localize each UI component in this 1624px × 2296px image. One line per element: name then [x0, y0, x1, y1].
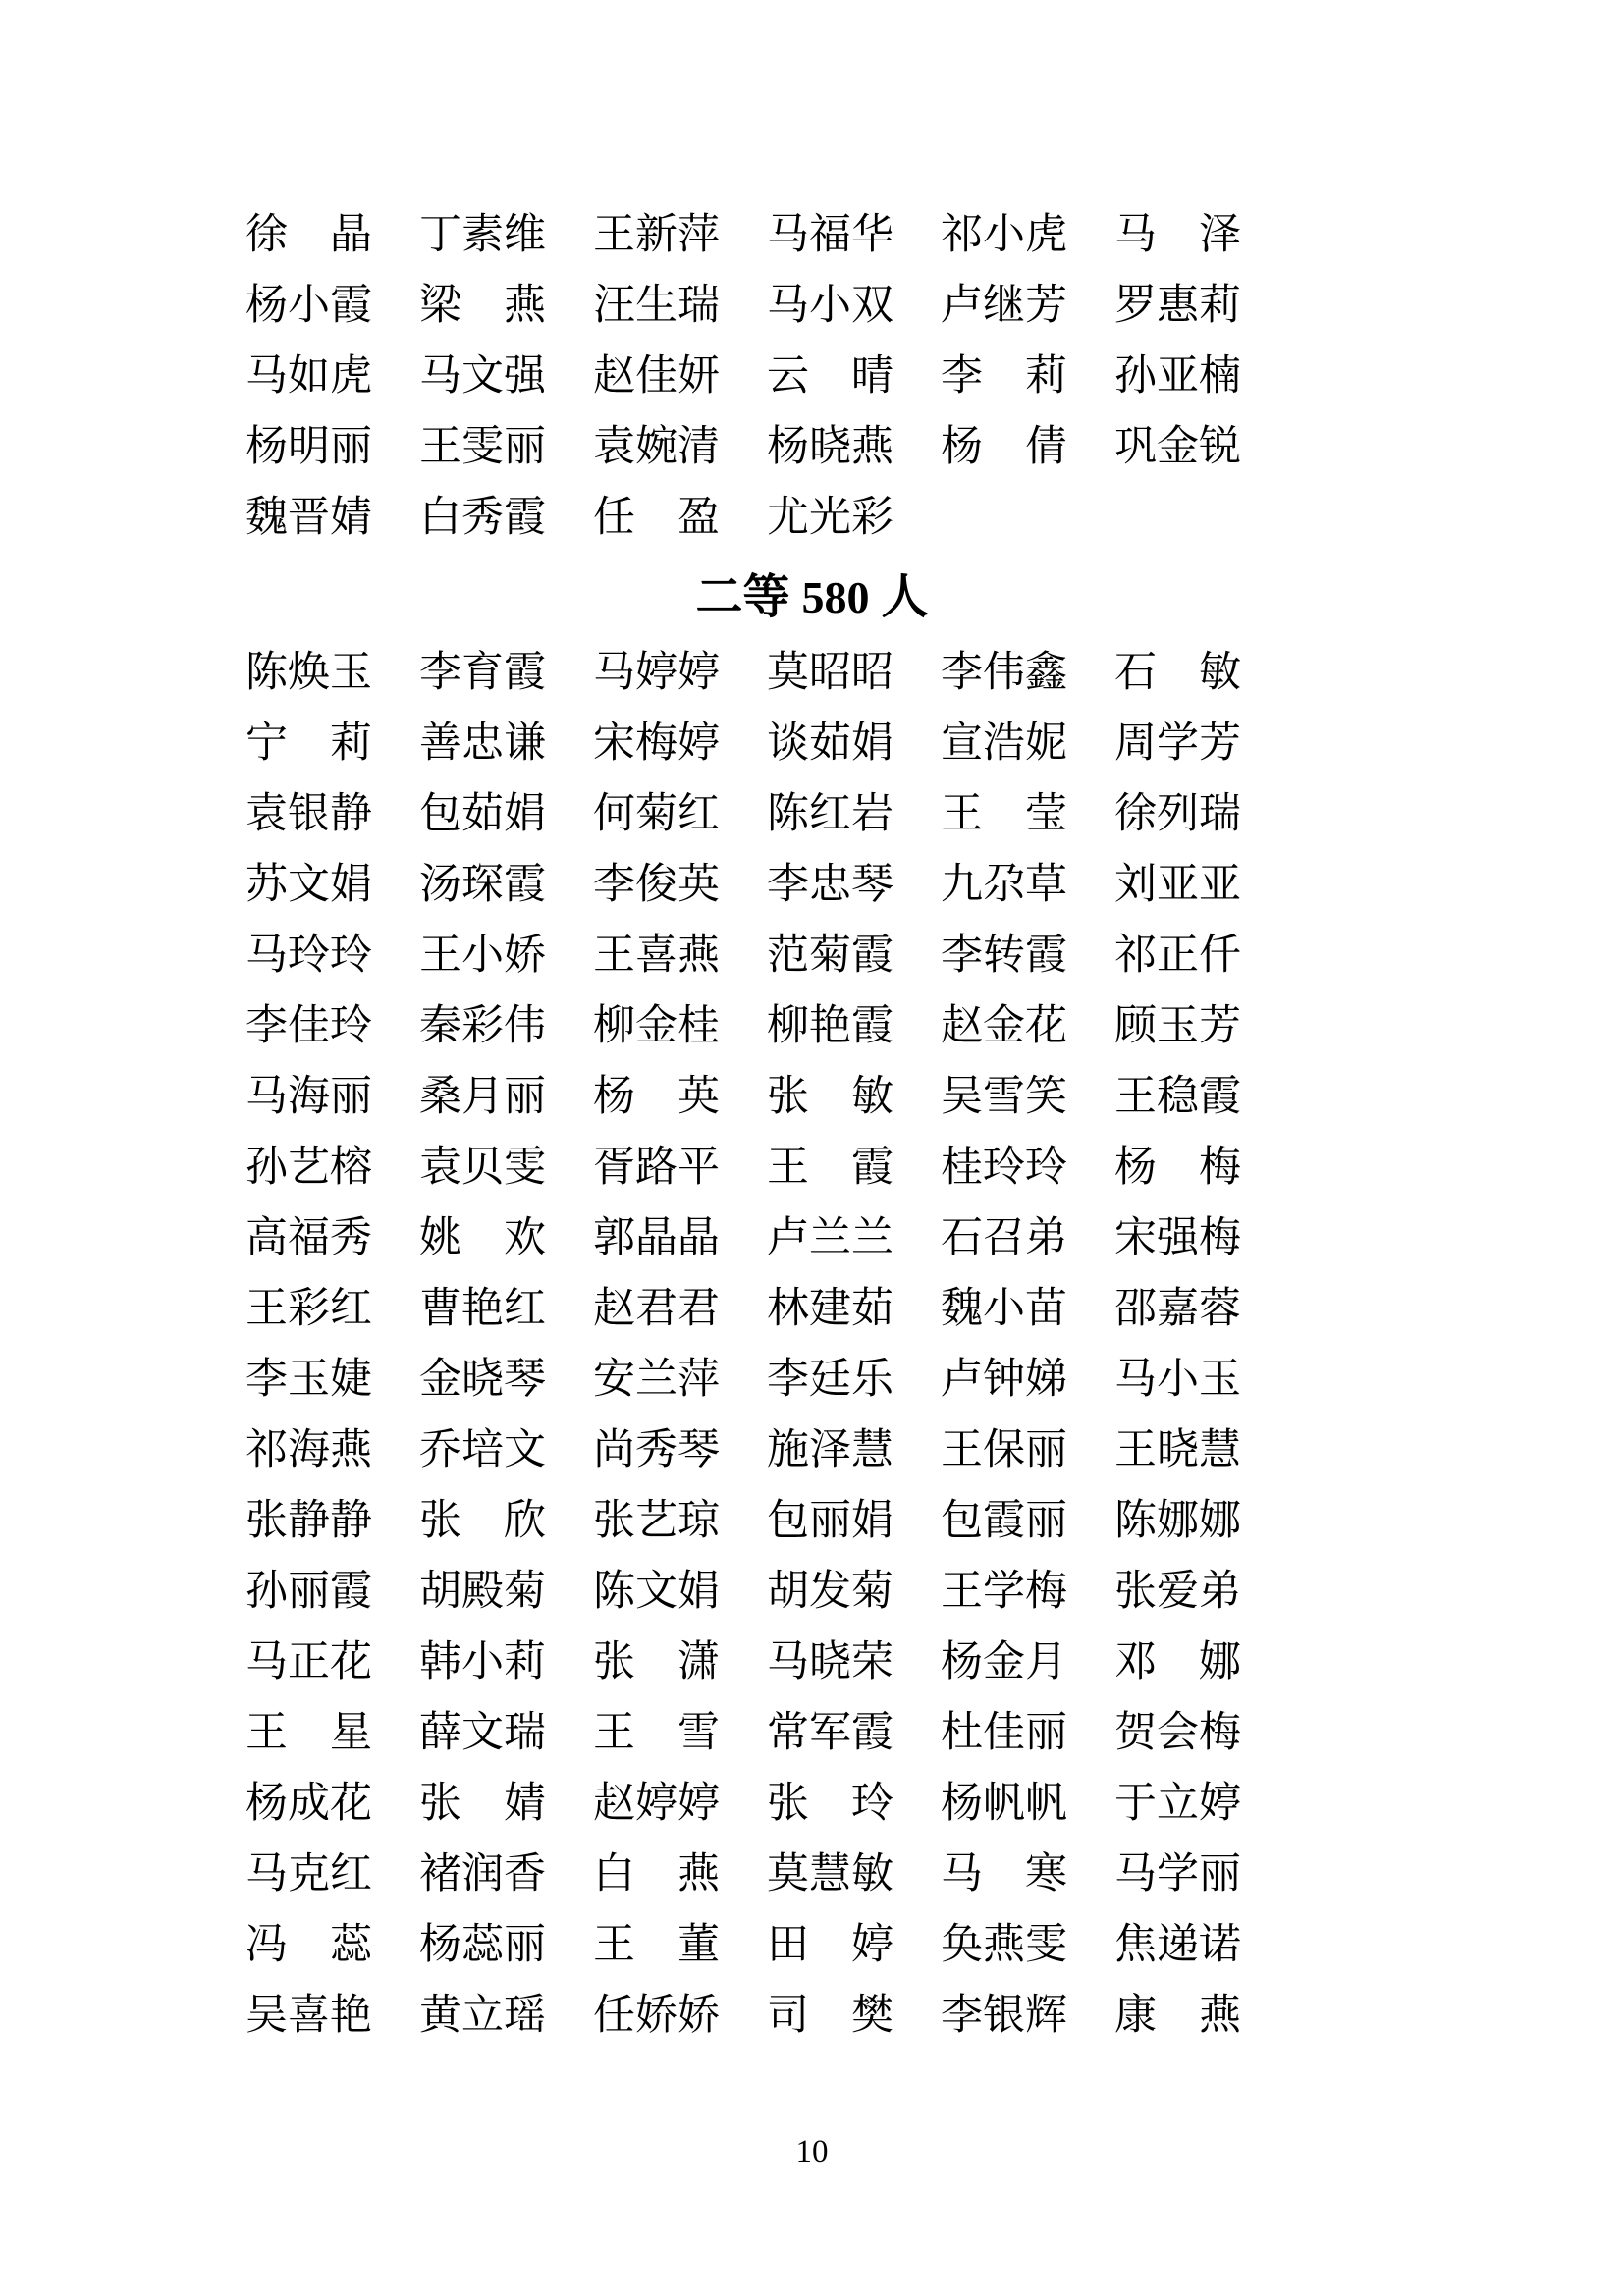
person-name: 马晓荣 — [767, 1638, 893, 1685]
person-name: 王喜燕 — [593, 932, 720, 979]
person-name: 包茹娟 — [419, 790, 546, 837]
person-name: 刘亚亚 — [1114, 861, 1241, 908]
person-name: 何菊红 — [593, 790, 720, 837]
person-name: 赵金花 — [941, 1002, 1067, 1049]
person-name: 胡发菊 — [767, 1568, 893, 1615]
name-row — [245, 1061, 1288, 1132]
person-name: 曹艳红 — [419, 1285, 546, 1332]
person-name: 王彩红 — [245, 1285, 372, 1332]
person-name: 杨 英 — [593, 1073, 720, 1120]
person-name: 柳艳霞 — [767, 1002, 893, 1049]
person-name: 范菊霞 — [767, 932, 893, 979]
person-name: 黄立瑶 — [419, 1992, 546, 2039]
person-name: 杨 倩 — [941, 423, 1067, 470]
person-name: 周学芳 — [1114, 720, 1241, 767]
person-name: 汪生瑞 — [593, 282, 720, 329]
person-name: 马克红 — [245, 1850, 372, 1897]
person-name: 尤光彩 — [767, 494, 893, 541]
person-name: 白秀霞 — [419, 494, 546, 541]
person-name: 陈焕玉 — [245, 649, 372, 696]
person-name: 奂燕雯 — [941, 1921, 1067, 1968]
person-name: 李廷乐 — [767, 1356, 893, 1403]
person-name: 于立婷 — [1114, 1780, 1241, 1827]
person-name: 九尕草 — [941, 861, 1067, 908]
name-row — [245, 1415, 1288, 1485]
name-row — [245, 482, 1288, 553]
person-name: 马 寒 — [941, 1850, 1067, 1897]
person-name: 罗惠莉 — [1114, 282, 1241, 329]
person-name: 王 星 — [245, 1709, 372, 1756]
person-name: 赵佳妍 — [593, 352, 720, 400]
person-name: 石召弟 — [941, 1214, 1067, 1261]
person-name: 莫慧敏 — [767, 1850, 893, 1897]
person-name: 乔培文 — [419, 1426, 546, 1473]
person-name: 赵婷婷 — [593, 1780, 720, 1827]
name-row — [245, 1344, 1288, 1415]
person-name: 马福华 — [767, 211, 893, 258]
person-name: 宋强梅 — [1114, 1214, 1241, 1261]
person-name: 石 敏 — [1114, 649, 1241, 696]
person-name: 王 雪 — [593, 1709, 720, 1756]
person-name: 马正花 — [245, 1638, 372, 1685]
person-name: 柳金桂 — [593, 1002, 720, 1049]
person-name: 褚润香 — [419, 1850, 546, 1897]
person-name: 邓 娜 — [1114, 1638, 1241, 1685]
person-name: 云 晴 — [767, 352, 893, 400]
name-row — [245, 1273, 1288, 1344]
person-name: 张静静 — [245, 1497, 372, 1544]
person-name: 杨金月 — [941, 1638, 1067, 1685]
person-name: 赵君君 — [593, 1285, 720, 1332]
person-name: 冯 蕊 — [245, 1921, 372, 1968]
person-name: 王稳霞 — [1114, 1073, 1241, 1120]
name-row — [245, 411, 1288, 482]
person-name: 汤琛霞 — [419, 861, 546, 908]
person-name: 魏小苗 — [941, 1285, 1067, 1332]
person-name: 王 莹 — [941, 790, 1067, 837]
person-name: 孙丽霞 — [245, 1568, 372, 1615]
name-row — [245, 270, 1288, 341]
person-name: 包霞丽 — [941, 1497, 1067, 1544]
first-grade-name-list — [245, 199, 1288, 553]
person-name: 吴喜艳 — [245, 1992, 372, 2039]
person-name: 杨成花 — [245, 1780, 372, 1827]
person-name: 张 敏 — [767, 1073, 893, 1120]
person-name: 卢继芳 — [941, 282, 1067, 329]
person-name: 苏文娟 — [245, 861, 372, 908]
name-row — [245, 920, 1288, 990]
name-row — [245, 990, 1288, 1061]
person-name: 邵嘉蓉 — [1114, 1285, 1241, 1332]
person-name: 谈茹娟 — [767, 720, 893, 767]
person-name: 祁海燕 — [245, 1426, 372, 1473]
person-name: 马学丽 — [1114, 1850, 1241, 1897]
person-name: 宁 莉 — [245, 720, 372, 767]
person-name: 袁贝雯 — [419, 1144, 546, 1191]
heading-count: 580 — [801, 572, 870, 622]
name-row — [245, 199, 1288, 270]
person-name: 王 董 — [593, 1921, 720, 1968]
person-name: 徐列瑞 — [1114, 790, 1241, 837]
person-name: 陈文娟 — [593, 1568, 720, 1615]
person-name: 杜佳丽 — [941, 1709, 1067, 1756]
person-name: 张 婧 — [419, 1780, 546, 1827]
name-row — [245, 1556, 1288, 1627]
name-row — [245, 637, 1288, 708]
person-name: 杨帆帆 — [941, 1780, 1067, 1827]
person-name: 施泽慧 — [767, 1426, 893, 1473]
person-name: 祁小虎 — [941, 211, 1067, 258]
person-name: 善忠谦 — [419, 720, 546, 767]
name-row — [245, 1839, 1288, 1909]
section-heading — [0, 559, 1624, 637]
person-name: 马海丽 — [245, 1073, 372, 1120]
person-name: 胥路平 — [593, 1144, 720, 1191]
person-name: 马婷婷 — [593, 649, 720, 696]
person-name: 王晓慧 — [1114, 1426, 1241, 1473]
person-name: 王学梅 — [941, 1568, 1067, 1615]
name-row — [245, 1768, 1288, 1839]
person-name: 孙艺榕 — [245, 1144, 372, 1191]
person-name: 金晓琴 — [419, 1356, 546, 1403]
person-name: 张 玲 — [767, 1780, 893, 1827]
person-name: 白 燕 — [593, 1850, 720, 1897]
person-name: 莫昭昭 — [767, 649, 893, 696]
person-name: 孙亚楠 — [1114, 352, 1241, 400]
person-name: 张 潇 — [593, 1638, 720, 1685]
person-name: 袁银静 — [245, 790, 372, 837]
name-row — [245, 1132, 1288, 1202]
person-name: 韩小莉 — [419, 1638, 546, 1685]
person-name: 祁正仟 — [1114, 932, 1241, 979]
person-name: 巩金锐 — [1114, 423, 1241, 470]
person-name: 桑月丽 — [419, 1073, 546, 1120]
person-name: 郭晶晶 — [593, 1214, 720, 1261]
person-name: 顾玉芳 — [1114, 1002, 1241, 1049]
person-name: 李银辉 — [941, 1992, 1067, 2039]
person-name: 王小娇 — [419, 932, 546, 979]
person-name: 李转霞 — [941, 932, 1067, 979]
person-name: 王雯丽 — [419, 423, 546, 470]
person-name: 康 燕 — [1114, 1992, 1241, 2039]
person-name: 马如虎 — [245, 352, 372, 400]
person-name: 张艺琼 — [593, 1497, 720, 1544]
heading-unit: 人 — [881, 571, 929, 623]
name-row — [245, 1485, 1288, 1556]
person-name: 任娇娇 — [593, 1992, 720, 2039]
person-name: 宣浩妮 — [941, 720, 1067, 767]
name-row — [245, 1697, 1288, 1768]
page-number: 10 — [795, 2134, 829, 2169]
person-name: 马文强 — [419, 352, 546, 400]
name-row — [245, 708, 1288, 778]
name-row — [245, 1909, 1288, 1980]
person-name: 吴雪笑 — [941, 1073, 1067, 1120]
name-row — [245, 849, 1288, 920]
person-name: 马 泽 — [1114, 211, 1241, 258]
person-name: 袁婉清 — [593, 423, 720, 470]
second-grade-name-list — [245, 637, 1288, 2051]
person-name: 李 莉 — [941, 352, 1067, 400]
person-name: 任 盈 — [593, 494, 720, 541]
person-name: 李玉婕 — [245, 1356, 372, 1403]
person-name: 安兰萍 — [593, 1356, 720, 1403]
person-name: 杨晓燕 — [767, 423, 893, 470]
person-name: 马玲玲 — [245, 932, 372, 979]
person-name: 高福秀 — [245, 1214, 372, 1261]
person-name: 李忠琴 — [767, 861, 893, 908]
person-name: 田 婷 — [767, 1921, 893, 1968]
person-name: 秦彩伟 — [419, 1002, 546, 1049]
person-name: 李佳玲 — [245, 1002, 372, 1049]
person-name: 尚秀琴 — [593, 1426, 720, 1473]
person-name: 杨蕊丽 — [419, 1921, 546, 1968]
person-name: 宋梅婷 — [593, 720, 720, 767]
person-name: 薛文瑞 — [419, 1709, 546, 1756]
person-name: 杨小霞 — [245, 282, 372, 329]
name-row — [245, 341, 1288, 411]
person-name: 王保丽 — [941, 1426, 1067, 1473]
person-name: 马小双 — [767, 282, 893, 329]
person-name: 姚 欢 — [419, 1214, 546, 1261]
person-name: 杨明丽 — [245, 423, 372, 470]
person-name: 林建茹 — [767, 1285, 893, 1332]
person-name: 包丽娟 — [767, 1497, 893, 1544]
person-name: 卢钟娣 — [941, 1356, 1067, 1403]
person-name: 常军霞 — [767, 1709, 893, 1756]
person-name: 胡殿菊 — [419, 1568, 546, 1615]
person-name: 李俊英 — [593, 861, 720, 908]
person-name: 司 樊 — [767, 1992, 893, 2039]
person-name: 杨 梅 — [1114, 1144, 1241, 1191]
name-row — [245, 1980, 1288, 2051]
person-name: 徐 晶 — [245, 211, 372, 258]
person-name: 陈娜娜 — [1114, 1497, 1241, 1544]
person-name: 张 欣 — [419, 1497, 546, 1544]
name-row — [245, 1627, 1288, 1697]
person-name: 魏晋婧 — [245, 494, 372, 541]
person-name: 李伟鑫 — [941, 649, 1067, 696]
name-row — [245, 778, 1288, 849]
person-name: 马小玉 — [1114, 1356, 1241, 1403]
person-name: 陈红岩 — [767, 790, 893, 837]
person-name: 卢兰兰 — [767, 1214, 893, 1261]
person-name: 王 霞 — [767, 1144, 893, 1191]
person-name: 王新萍 — [593, 211, 720, 258]
person-name: 贺会梅 — [1114, 1709, 1241, 1756]
name-row — [245, 1202, 1288, 1273]
heading-grade: 二等 — [695, 571, 790, 623]
person-name: 桂玲玲 — [941, 1144, 1067, 1191]
person-name: 梁 燕 — [419, 282, 546, 329]
person-name: 丁素维 — [419, 211, 546, 258]
person-name: 李育霞 — [419, 649, 546, 696]
person-name: 张爱弟 — [1114, 1568, 1241, 1615]
person-name: 焦递诺 — [1114, 1921, 1241, 1968]
